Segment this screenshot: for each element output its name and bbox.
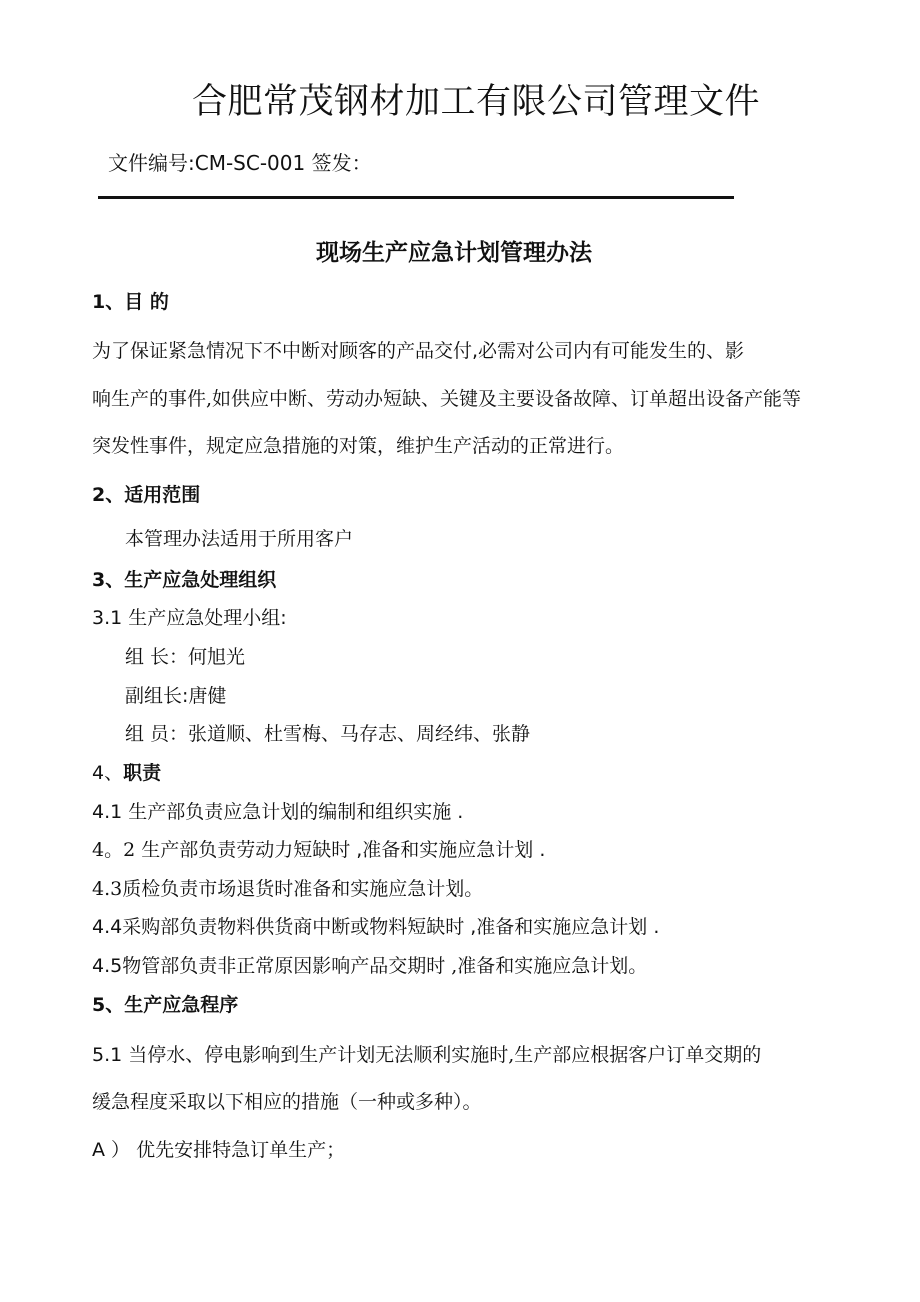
duty-item-4-5 — [92, 951, 647, 978]
document-title: 现场生产应急计划管理办法 — [316, 240, 592, 266]
file-number-line: 文件编号:CM-SC-001 签发： — [108, 151, 372, 175]
section1-para-line2-b: 订单超出设备产能等 — [630, 388, 802, 410]
section1-para-line2-a: 响生产的事件,如供应中断、劳动办短缺、关键及主要设备故障、 — [92, 388, 631, 410]
section5-para-line1-a: 5.1 — [92, 1044, 129, 1066]
duty-item-4-5-b: ,准备和实施应急计划。 — [445, 955, 648, 977]
section4-heading-number: 4、 — [92, 762, 124, 784]
section1-para-line3: 突发性事件，规定应急措施的对策，维护生产活动的正常进行。 — [92, 435, 625, 457]
vice-leader-line: 副组长:唐健 — [125, 685, 227, 707]
header-rule-divider — [98, 196, 734, 199]
section4-heading — [92, 758, 161, 785]
section2-heading: 2、适用范围 — [92, 484, 201, 506]
section5-para-line2: 缓急程度采取以下相应的措施（一种或多种）。 — [92, 1091, 482, 1113]
group-leader-line: 组 长：何旭光 — [125, 646, 246, 668]
duty-item-4-5-a: 4.5物管部负责非正常原因影响产品交期时 — [92, 955, 446, 977]
section1-para-line2 — [92, 384, 832, 411]
section3-subheading: 3.1 生产应急处理小组: — [92, 607, 287, 629]
measure-item-a: A ） 优先安排特急订单生产； — [92, 1139, 346, 1161]
section1-heading: 1、目 的 — [92, 291, 169, 313]
duty-item-4-2 — [92, 835, 545, 862]
section2-body: 本管理办法适用于所用客户 — [125, 528, 354, 550]
members-line: 组 员：张道顺、杜雪梅、马存志、周经纬、张静 — [125, 723, 531, 745]
duty-item-4-1: 4.1 生产部负责应急计划的编制和组织实施 . — [92, 801, 464, 823]
section1-para-line1-a: 为了保证紧急情况下不中断对顾客的产品交付, — [92, 340, 479, 362]
section1-para-line1 — [92, 336, 832, 363]
company-title: 合肥常茂钢材加工有限公司管理文件 — [192, 82, 761, 122]
duty-item-4-2-b: ,准备和实施应急计划 . — [350, 839, 546, 861]
section5-para-line1-b: 当停水、停电影响到生产计划无法顺利实施时,生产部应根据客户订单交期的 — [128, 1044, 762, 1066]
section3-heading: 3、生产应急处理组织 — [92, 569, 277, 591]
section5-heading: 5、生产应急程序 — [92, 994, 239, 1016]
section1-para-line1-b: 必需对公司内有可能发生的、影 — [478, 340, 745, 362]
section5-para-line1 — [92, 1040, 832, 1067]
section4-heading-text: 职责 — [123, 762, 162, 784]
duty-item-4-2-a: 4。2 生产部负责劳动力短缺时 — [92, 839, 351, 861]
duty-item-4-3: 4.3质检负责市场退货时准备和实施应急计划。 — [92, 878, 484, 900]
duty-item-4-4: 4.4采购部负责物料供货商中断或物料短缺时 ,准备和实施应急计划 . — [92, 916, 660, 938]
